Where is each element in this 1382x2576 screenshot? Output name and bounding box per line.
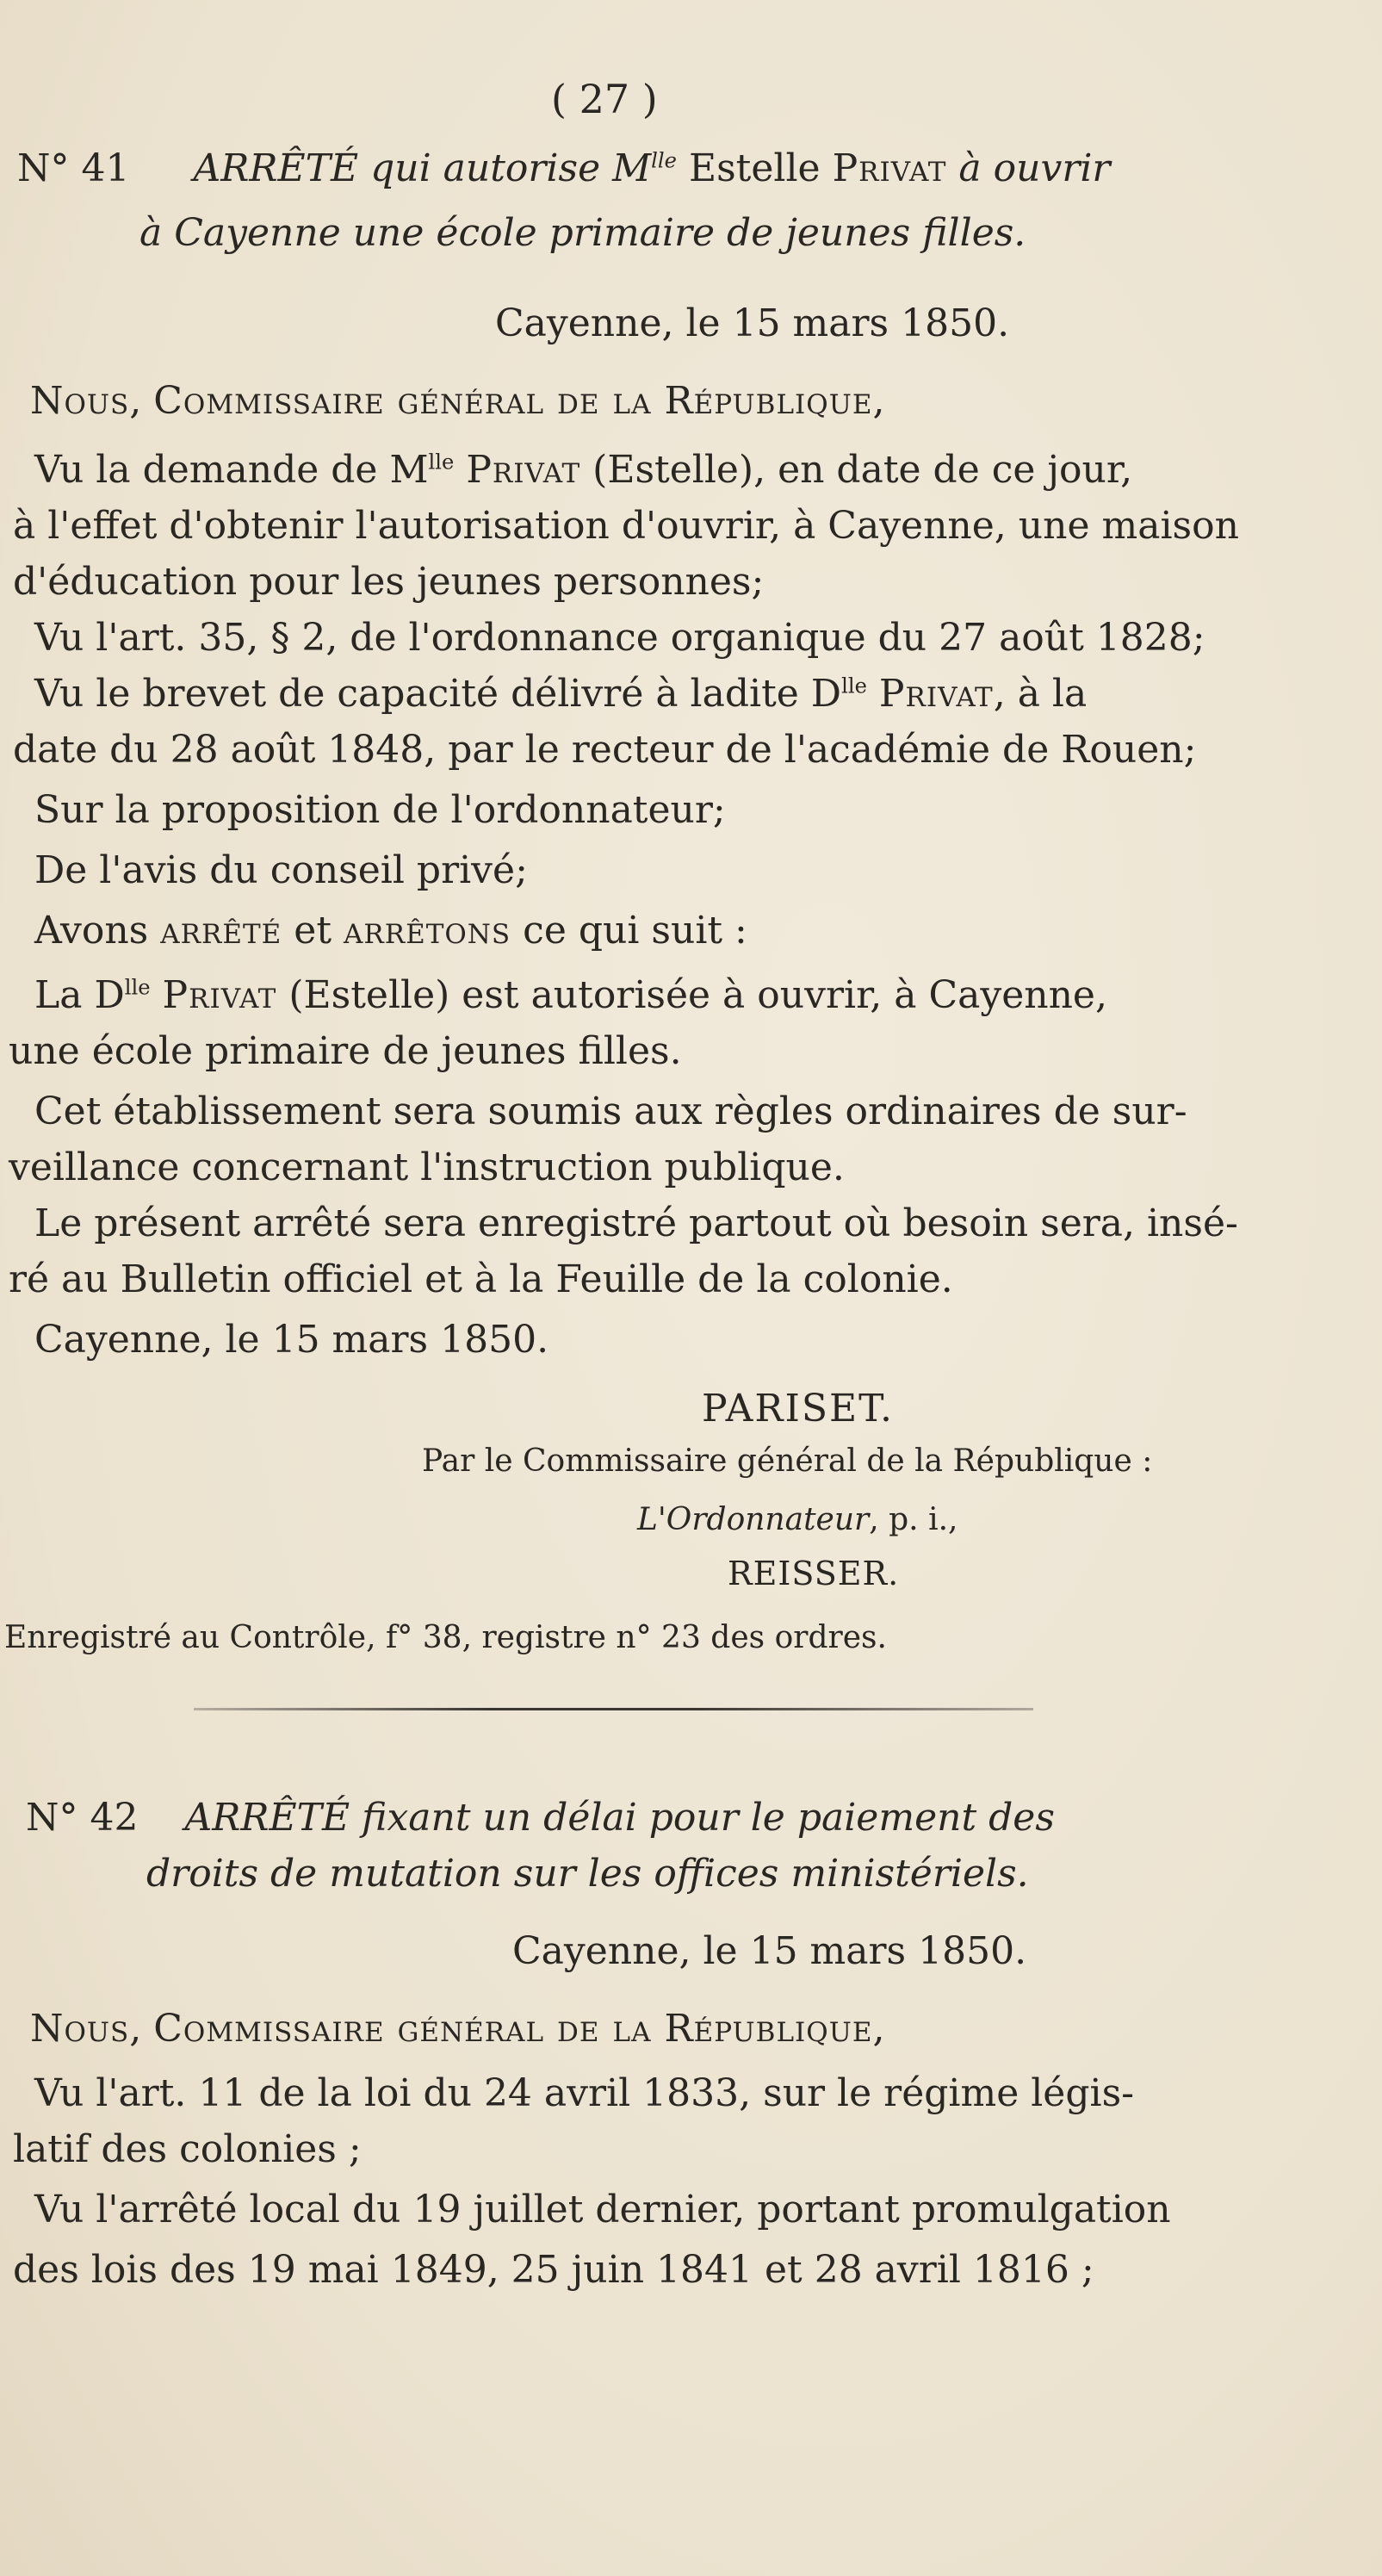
section-number: N° 42: [26, 1796, 139, 1840]
paragraph-line: une école primaire de jeunes filles.: [9, 1029, 682, 1073]
section-41-heading: N° 41 ARRÊTÉ qui autorise $M^{lle}$ Estelle Privat à ouvrir: [17, 146, 1111, 190]
section-title-continued: à Cayenne une école primaire de jeunes filles.: [139, 211, 1026, 255]
dateline: Cayenne, le 15 mars 1850.: [512, 1929, 1027, 1973]
paragraph-line: veillance concernant l'instruction publique.: [9, 1145, 845, 1189]
paragraph: Vu le brevet de capacité délivré à ladite $D^{lle}$ Privat, à la: [34, 672, 1088, 716]
section-title-continued: droits de mutation sur les offices ministériels.: [146, 1852, 1029, 1896]
section-title: ARRÊTÉ qui autorise M: [193, 146, 652, 190]
paragraph-line: à l'effet d'obtenir l'autorisation d'ouvrir, à Cayenne, une maison: [13, 504, 1239, 548]
preamble: Nous, Commissaire général de la République,: [30, 2007, 886, 2051]
paragraph: De l'avis du conseil privé;: [34, 848, 528, 892]
paragraph-line: latif des colonies ;: [13, 2127, 362, 2171]
paragraph: La $D^{lle}$ Privat (Estelle) est autorisée à ouvrir, à Cayenne,: [34, 973, 1107, 1017]
signature: PARISET.: [702, 1387, 894, 1431]
paragraph: Avons arrêté et arrêtons ce qui suit :: [34, 909, 747, 953]
paragraph: Le présent arrêté sera enregistré partout où besoin sera, insé-: [34, 1201, 1238, 1245]
paragraph: Sur la proposition de l'ordonnateur;: [34, 788, 726, 832]
paragraph-line: des lois des 19 mai 1849, 25 juin 1841 et 28 avril 1816 ;: [13, 2248, 1094, 2292]
dateline: Cayenne, le 15 mars 1850.: [495, 301, 1010, 345]
registration-note: Enregistré au Contrôle, f° 38, registre n° 23 des ordres.: [4, 1620, 887, 1655]
paragraph-line: date du 28 août 1848, par le recteur de l'académie de Rouen;: [13, 728, 1197, 772]
page-number: ( 27 ): [551, 76, 658, 122]
section-42-heading: [26, 1796, 1055, 1841]
paragraph: Vu la demande de $M^{lle}$ Privat (Estelle), en date de ce jour,: [34, 448, 1133, 492]
section-title: ARRÊTÉ fixant un délai pour le paiement des: [184, 1796, 1055, 1840]
ordonnateur-name: REISSER.: [728, 1555, 900, 1592]
paragraph-line: d'éducation pour les jeunes personnes;: [13, 560, 765, 604]
closing-dateline: Cayenne, le 15 mars 1850.: [34, 1318, 549, 1362]
section-number: N° 41: [17, 146, 130, 190]
section-divider: [194, 1708, 1033, 1710]
by-line: Par le Commissaire général de la République :: [422, 1443, 1153, 1479]
paragraph: Vu l'art. 35, § 2, de l'ordonnance organique du 27 août 1828;: [34, 616, 1205, 660]
paragraph: Cet établissement sera soumis aux règles ordinaires de sur-: [34, 1089, 1187, 1133]
preamble: Nous, Commissaire général de la République,: [30, 379, 886, 423]
paragraph: Vu l'art. 11 de la loi du 24 avril 1833, sur le régime légis-: [34, 2071, 1135, 2115]
paragraph-line: ré au Bulletin officiel et à la Feuille de la colonie.: [9, 1257, 953, 1301]
paragraph: Vu l'arrêté local du 19 juillet dernier, portant promulgation: [34, 2188, 1171, 2231]
ordonnateur: L'Ordonnateur, p. i.,: [637, 1502, 958, 1537]
